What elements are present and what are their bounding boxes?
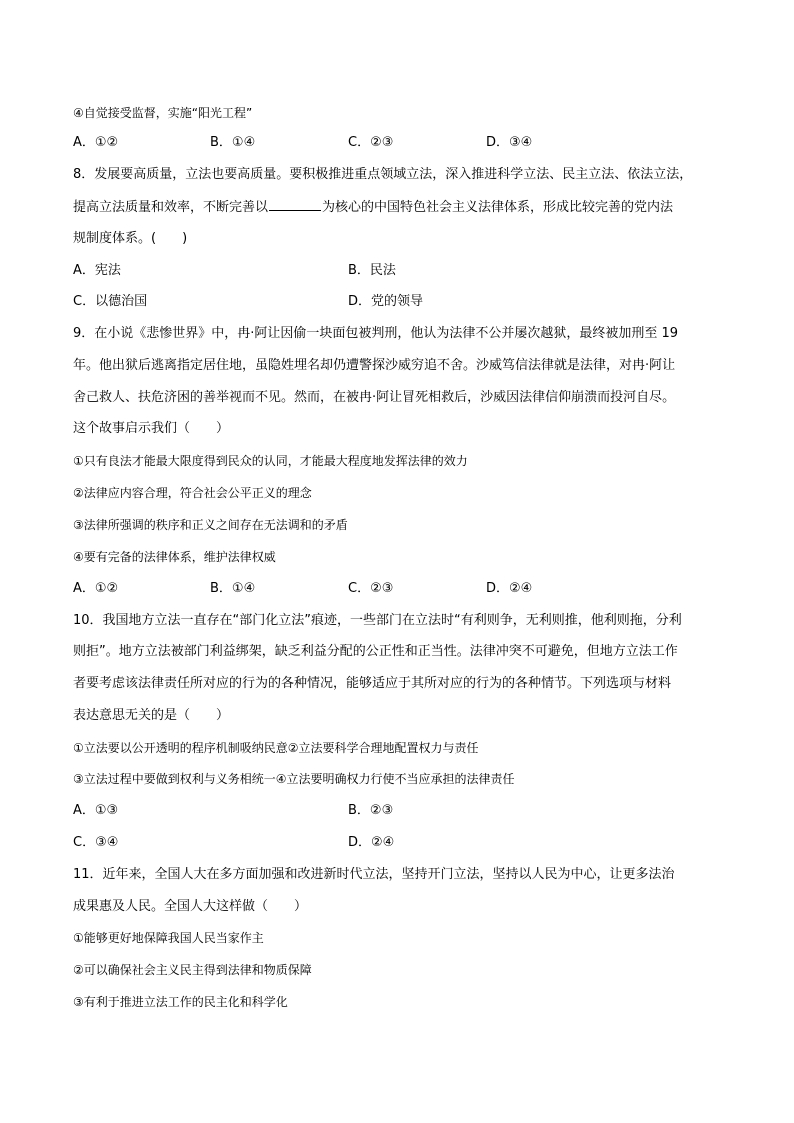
q10-stem-line-4: 表达意思无关的是（ ） (73, 708, 230, 723)
q9-stem-line-1: 9．在小说《悲惨世界》中，冉·阿让因偷一块面包被判刑，他认为法律不公并屡次越狱，最终被加刑至 19 (73, 326, 679, 341)
q9-item-1: ①只有良法才能最大限度得到民众的认同，才能最大程度地发挥法律的效力 (73, 454, 468, 468)
q10-items-1-2: ①立法要以公开透明的程序机制吸纳民意②立法要科学合理地配置权力与责任 (73, 741, 479, 755)
q7-option-c[interactable]: C．②③ (348, 135, 394, 150)
q7-option-d[interactable]: D．③④ (486, 135, 533, 150)
q11-stem-line-2: 成果惠及人民。全国人大这样做（ ） (73, 899, 308, 914)
q10-stem-line-2: 则拒”。地方立法被部门利益绑架，缺乏利益分配的公正性和正当性。法律冲突不可避免，但地方立法工作 (73, 644, 678, 659)
q8-stem-line-2 (73, 198, 673, 217)
q11-stem-line-1: 11．近年来，全国人大在多方面加强和改进新时代立法，坚持开门立法，坚持以人民为中心，让更多法治 (73, 867, 675, 882)
q8-option-d[interactable]: D．党的领导 (348, 294, 424, 309)
q8-stem-after-blank: 为核心的中国特色社会主义法律体系，形成比较完善的党内法 (322, 200, 674, 215)
q9-stem-line-3: 舍己救人、扶危济困的善举视而不见。然而，在被冉·阿让冒死相救后，沙威因法律信仰崩溃而投河自尽。 (73, 390, 676, 405)
q9-option-a[interactable]: A．①② (73, 581, 119, 596)
q9-item-4: ④要有完备的法律体系，维护法律权威 (73, 550, 276, 564)
q10-stem-line-1: 10．我国地方立法一直存在“部门化立法”痕迹，一些部门在立法时“有利则争，无利则推，他利则拖，分利 (73, 613, 682, 628)
q11-item-2: ②可以确保社会主义民主得到法律和物质保障 (73, 963, 312, 977)
q9-stem-line-4: 这个故事启示我们（ ） (73, 421, 230, 436)
q9-option-c[interactable]: C．②③ (348, 581, 394, 596)
q8-stem-before-blank: 提高立法质量和效率，不断完善以 (73, 200, 269, 215)
q10-stem-line-3: 者要考虑该法律责任所对应的行为的各种情况，能够适应于其所对应的行为的各种情节。下列选项与材料 (73, 676, 672, 691)
q8-option-a[interactable]: A．宪法 (73, 263, 121, 278)
q10-option-b[interactable]: B．②③ (348, 803, 394, 818)
answer-blank (269, 198, 321, 211)
q10-option-a[interactable]: A．①③ (73, 803, 119, 818)
q11-item-3: ③有利于推进立法工作的民主化和科学化 (73, 995, 288, 1009)
q9-item-3: ③法律所强调的秩序和正义之间存在无法调和的矛盾 (73, 518, 348, 532)
q10-items-3-4: ③立法过程中要做到权利与义务相统一④立法要明确权力行使不当应承担的法律责任 (73, 772, 515, 786)
q9-option-b[interactable]: B．①④ (210, 581, 256, 596)
q8-option-c[interactable]: C．以德治国 (73, 294, 148, 309)
q10-option-c[interactable]: C．③④ (73, 835, 119, 850)
q10-option-d[interactable]: D．②④ (348, 835, 395, 850)
q7-item-4: ④自觉接受监督，实施“阳光工程” (73, 106, 253, 120)
q9-option-d[interactable]: D．②④ (486, 581, 533, 596)
q7-option-a[interactable]: A．①② (73, 135, 119, 150)
q8-stem-line-1: 8．发展要高质量，立法也要高质量。要积极推进重点领域立法，深入推进科学立法、民主立法、依法立法， (73, 167, 693, 182)
q7-option-b[interactable]: B．①④ (210, 135, 256, 150)
q9-item-2: ②法律应内容合理，符合社会公平正义的理念 (73, 486, 312, 500)
q8-option-b[interactable]: B．民法 (348, 263, 396, 278)
q11-item-1: ①能够更好地保障我国人民当家作主 (73, 931, 264, 945)
q9-stem-line-2: 年。他出狱后逃离指定居住地，虽隐姓埋名却仍遭警探沙威穷追不舍。沙威笃信法律就是法律，对冉·阿让 (73, 358, 676, 373)
q8-stem-line-3: 规制度体系。( ) (73, 231, 188, 246)
